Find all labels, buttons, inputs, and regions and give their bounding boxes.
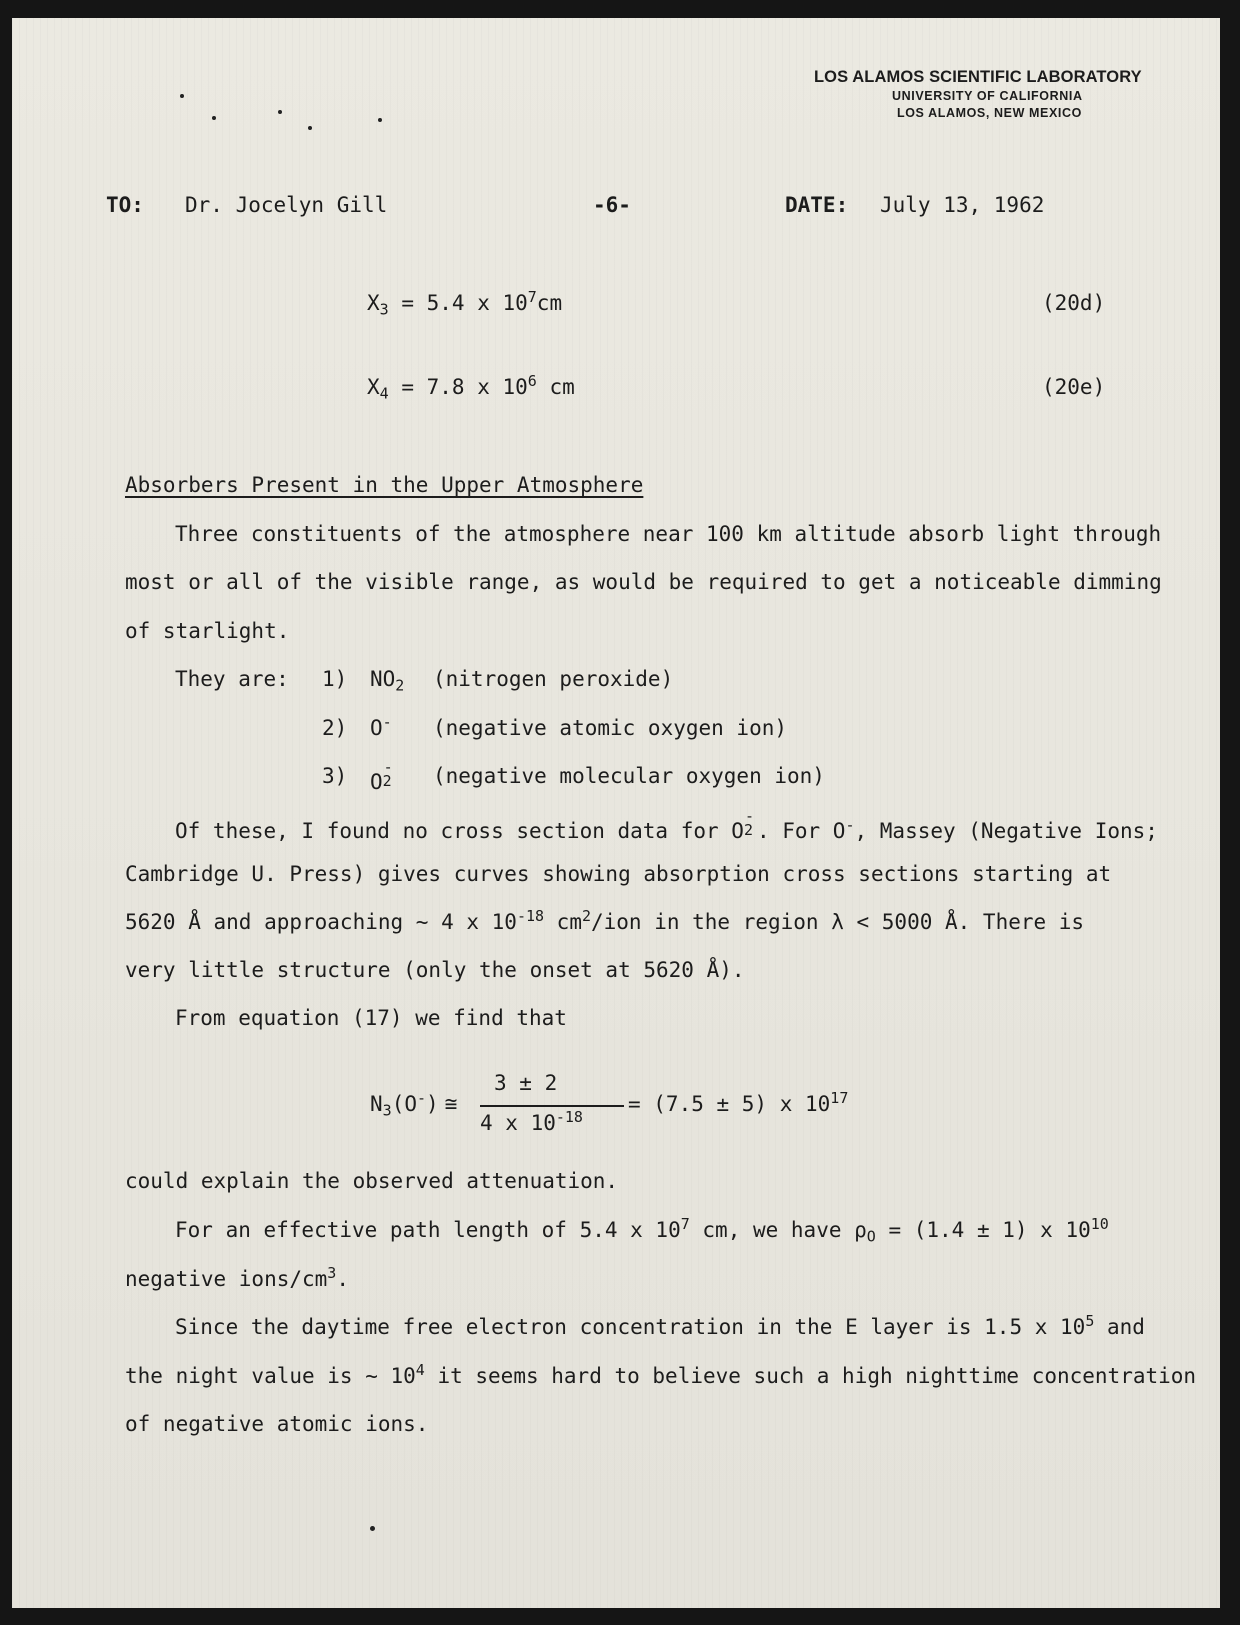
page-number: -6- <box>593 193 631 217</box>
speck-mark <box>308 126 312 130</box>
para5-line2: negative ions/$cm^3$. <box>125 1263 349 1291</box>
speck-mark <box>278 110 282 114</box>
para2-line1: Of these, I found no cross section data for O - 2 . For O-, Massey (Negative Ions; <box>175 807 1158 843</box>
speck-mark <box>370 1526 375 1531</box>
document-page <box>12 18 1220 1608</box>
equation-number-20e: (20e) <box>1042 375 1106 399</box>
para3-line1: From equation (17) we find that <box>175 1006 567 1030</box>
list-item-desc: (negative atomic oxygen ion) <box>433 716 788 740</box>
list-item-num: 3) <box>322 764 348 788</box>
letterhead-line2: UNIVERSITY OF CALIFORNIA <box>892 89 1083 103</box>
section-heading: Absorbers Present in the Upper Atmosphere <box>125 473 644 497</box>
para1-line1: Three constituents of the atmosphere near 100 km altitude absorb light through <box>175 522 1162 546</box>
list-item-species: O - 2 <box>370 758 393 794</box>
list-item-desc: (nitrogen peroxide) <box>433 667 674 691</box>
para2-line3: 5620 Å and approaching ~ 4 x $10^{-18}$ $cm^2$/ion in the region λ < 5000 Å. There is <box>125 906 1085 934</box>
para6-line3: of negative atomic ions. <box>125 1412 429 1436</box>
list-item-desc: (negative molecular oxygen ion) <box>433 764 825 788</box>
to-label: TO: <box>106 193 144 217</box>
to-name: Dr. Jocelyn Gill <box>185 193 388 217</box>
list-item-num: 1) <box>322 667 348 691</box>
date-value: July 13, 1962 <box>880 193 1045 217</box>
list-intro: They are: <box>175 667 289 691</box>
speck-mark <box>212 116 216 120</box>
main-equation-lhs: $N_3(O^-)$ ≅ <box>370 1088 458 1120</box>
para1-line2: most or all of the visible range, as would be required to get a noticeable dimming <box>125 570 1162 594</box>
para4-line1: could explain the observed attenuation. <box>125 1169 619 1193</box>
equation-x4: $X_4 = 7.8$ x $10^6$ cm <box>367 371 575 403</box>
fraction-bar <box>480 1105 624 1107</box>
main-equation-rhs: = (7.5 ± 5) x $10^{17}$ <box>628 1088 849 1116</box>
list-item-species: $NO_2$ <box>370 667 405 695</box>
para2-line2: Cambridge U. Press) gives curves showing absorption cross sections starting at <box>125 862 1112 886</box>
equation-x3: $X_3 = 5.4$ x $10^7cm$ <box>367 287 563 319</box>
speck-mark <box>378 118 382 122</box>
main-equation-denominator: 4 x $10^{-18}$ <box>480 1107 583 1135</box>
para1-line3: of starlight. <box>125 619 290 643</box>
list-item-num: 2) <box>322 716 348 740</box>
letterhead-line3: LOS ALAMOS, NEW MEXICO <box>897 106 1082 120</box>
letterhead-line1: LOS ALAMOS SCIENTIFIC LABORATORY <box>814 68 1142 86</box>
main-equation-numerator: 3 ± 2 <box>494 1071 558 1095</box>
date-label: DATE: <box>785 193 849 217</box>
para5-line1: For an effective path length of 5.4 x $10^7$ cm, we have $\rho_O = (1.4 \pm 1)$ x $10^{10}$ <box>175 1214 1109 1246</box>
speck-mark <box>180 94 184 98</box>
equation-number-20d: (20d) <box>1042 291 1106 315</box>
para6-line2: the night value is ~ $10^4$ it seems hard to believe such a high nighttime concentration <box>125 1360 1197 1388</box>
list-item-species: O- <box>370 712 392 740</box>
para2-line4: very little structure (only the onset at 5620 Å). <box>125 958 745 982</box>
para6-line1: Since the daytime free electron concentration in the E layer is 1.5 x $10^5$ and <box>175 1311 1145 1339</box>
